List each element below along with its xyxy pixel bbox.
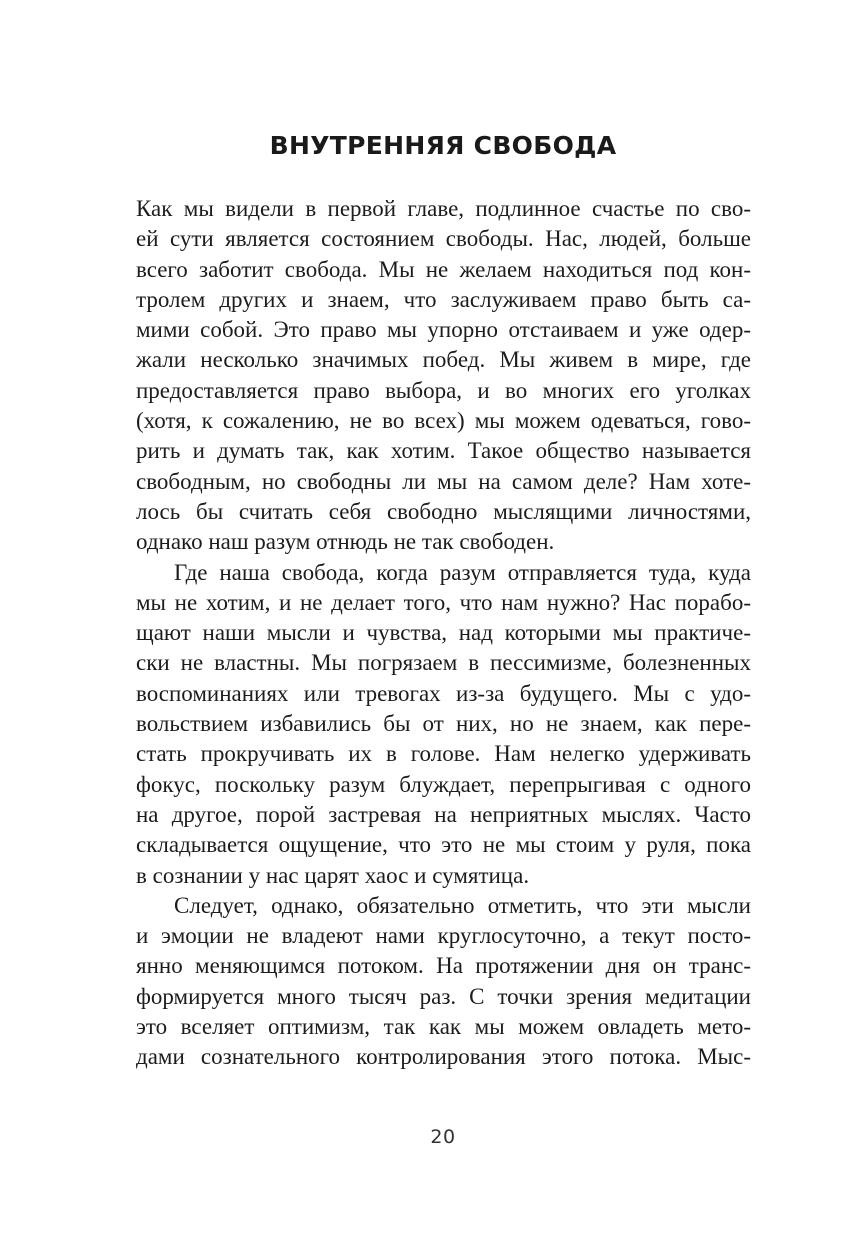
text-line: однако наш разум отнюдь не так свободен. (136, 529, 555, 555)
text-line: Следует, однако, обязательно отметить, что эти мысли (174, 892, 751, 918)
text-line: янно меняющимся потоком. На протяжении дня он транс- (136, 953, 751, 979)
body-text (136, 194, 751, 1073)
text-line: мими собой. Это право мы упорно отстаиваем и уже одер- (136, 317, 751, 343)
text-line: формируется много тысяч раз. С точки зрения медитации (136, 983, 751, 1009)
text-line: и эмоции не владеют нами круглосуточно, а текут посто- (136, 923, 751, 949)
text-line: лось бы считать себя свободно мыслящими личностями, (136, 498, 751, 524)
text-line: свободным, но свободны ли мы на самом деле? Нам хоте- (136, 468, 751, 494)
text-line: это вселяет оптимизм, так как мы можем овладеть мето- (136, 1014, 751, 1040)
text-line: тролем других и знаем, что заслуживаем право быть са- (136, 286, 751, 312)
text-line: фокус, поскольку разум блуждает, перепрыгивая с одного (136, 771, 751, 797)
text-line: в сознании у нас царят хаос и сумятица. (136, 862, 530, 888)
text-line: ски не властны. Мы погрязаем в пессимизме, болезненных (136, 650, 751, 676)
text-line: мы не хотим, и не делает того, что нам нужно? Нас порабо- (136, 589, 751, 615)
text-line: (хотя, к сожалению, не во всех) мы можем одеваться, гово- (136, 408, 751, 434)
text-line: воспоминаниях или тревогах из-за будущего. Мы с удо- (136, 680, 751, 706)
chapter-title: ВНУТРЕННЯЯ СВОБОДА (269, 131, 617, 160)
text-line: жали несколько значимых побед. Мы живем в мире, где (136, 347, 751, 373)
text-line: вольствием избавились бы от них, но не знаем, как пере- (136, 711, 751, 737)
text-line: рить и думать так, как хотим. Такое общество называется (136, 438, 751, 464)
text-line: складывается ощущение, что это не мы стоим у руля, пока (136, 832, 751, 858)
text-line: дами сознательного контролирования этого потока. Мыс- (136, 1044, 751, 1070)
text-line: ей сути является состоянием свободы. Нас, людей, больше (136, 226, 751, 252)
page-number: 20 (430, 1126, 456, 1148)
text-line: на другое, порой застревая на неприятных мыслях. Часто (136, 801, 751, 827)
text-line: предоставляется право выбора, и во многих его уголках (136, 377, 751, 403)
text-line: Как мы видели в первой главе, подлинное счастье по сво- (136, 196, 751, 221)
text-line: Где наша свобода, когда разум отправляется туда, куда (174, 559, 751, 585)
text-line: всего заботит свобода. Мы не желаем находиться под кон- (136, 256, 751, 282)
text-line: стать прокручивать их в голове. Нам нелегко удерживать (136, 741, 751, 767)
text-line: щают наши мысли и чувства, над которыми мы практиче- (136, 620, 751, 646)
